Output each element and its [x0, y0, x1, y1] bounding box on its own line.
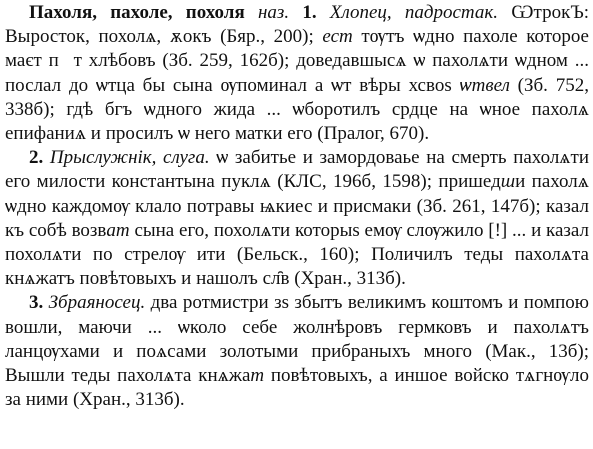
sense-2-gloss: Прыслужнік, слуга.	[49, 147, 210, 169]
sense-1-number: 1.	[302, 2, 317, 23]
sense-3-text-a: два ротмистри зs збытъ великимъ коштомъ и помпою вошли, маючи ... ѡколо себе жолнѣровъ гермковъ и пахолѧтъ ланцѹхами и поѧсами золотыми прибраныхъ много (Мак., 13б); Вышли теды пахолѧта кнѧжа	[5, 292, 589, 387]
part-of-speech: наз.	[258, 2, 290, 23]
sense-3-quote-italic-a: т	[250, 365, 265, 387]
sense-2-text-a: ѡ забитье и замордоваье на смерть пахолѧти его милости константына пуклѧ (КЛС, 196б, 1598); пришед	[5, 147, 589, 193]
sense-2-paragraph	[5, 146, 589, 291]
sense-2-number: 2.	[29, 147, 44, 169]
sense-1-text-c: (Зб. 752, 338б); гдѣ бгъ ѡдного жида ... ѡборотилъ срдце на ѡное пахолѧ епифаниѧ и просилъ ѡ него матки его (Пралог, 670).	[5, 74, 590, 145]
sense-1-paragraph	[5, 1, 589, 146]
sense-3-number: 3.	[29, 292, 44, 314]
sense-2-text-b: и пахолѧ ѡдно каждомѹ клало потравы ѩкиес и присмаки (Зб. 261, 147б); казал къ собѣ возв	[5, 171, 589, 241]
sense-2-quote-italic-b: ат	[106, 219, 130, 241]
sense-3-paragraph	[5, 291, 589, 412]
sense-2-text-c: сына его, похолѧти которыs емѹ слѹжило [!] ... и казал похолѧти по стрелѹ ити (Бельск., 160); Поличилъ теды пахолѧта кнѧжатъ повѣтовыхъ и нашолъ сл̑в (Хран., 313б).	[5, 219, 590, 290]
sense-1-text-b: тѹтъ ѡдно пахоле которое маєт пⷶт хлѣбовъ (Зб. 259, 162б); доведавшысѧ ѡ пахолѧти ѡдном ... послал до ѡтца бы сына ѹпоминал а ѡт вѣры хсвоs	[5, 26, 589, 96]
sense-2-quote-italic-a: ш	[500, 171, 516, 193]
sense-3-gloss: Збраяносец.	[48, 292, 146, 314]
sense-1-quote-italic-a: ест	[322, 26, 353, 48]
entry-headword: Пахоля, пахоле, похоля	[29, 2, 245, 23]
sense-3-text-b: повѣтовыхъ, а иншое войско тѧгнѹло за ними (Хран., 313б).	[5, 365, 589, 411]
sense-1-gloss: Хлопец, падростак.	[329, 2, 499, 23]
sense-1-text-a: ѠтрокЪ: Выросток, похолѧ, ѫокъ (Бяр., 200);	[5, 2, 590, 48]
sense-1-quote-italic-b: ѡтвел	[459, 74, 510, 96]
